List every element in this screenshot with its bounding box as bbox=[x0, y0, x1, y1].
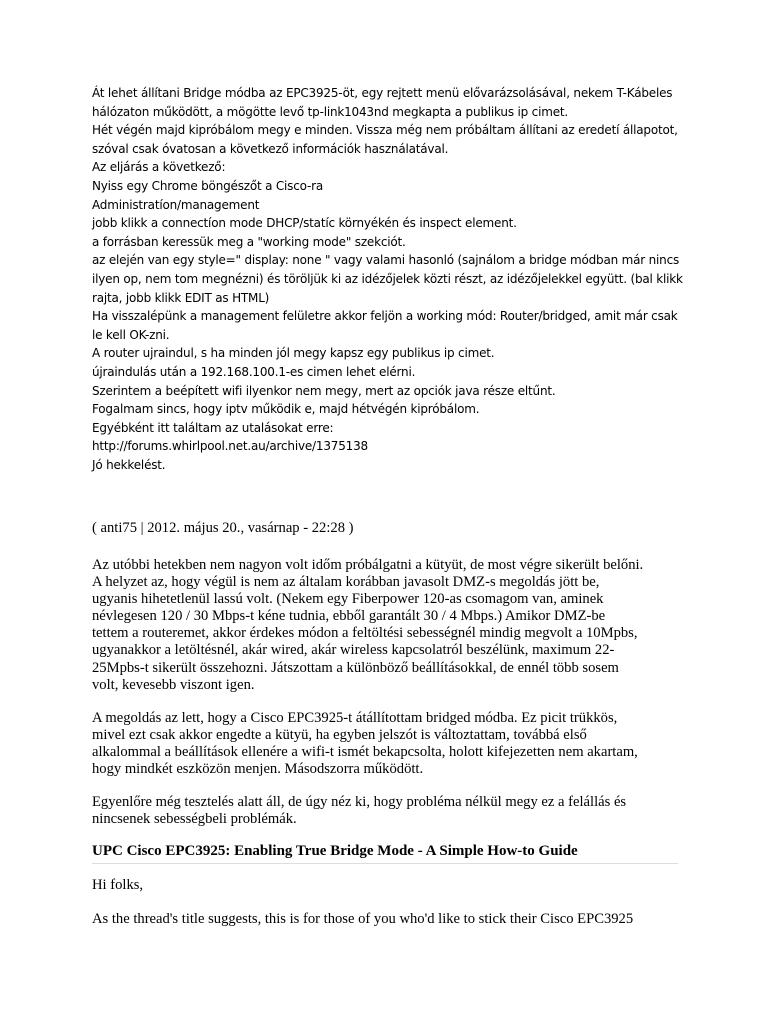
link-text[interactable]: http://forums.whirlpool.net.au/archive/1375138 bbox=[92, 439, 368, 454]
comment-paragraph-1 bbox=[92, 557, 692, 694]
comment-meta bbox=[92, 520, 692, 537]
text-line: Át lehet állítani Bridge módba az EPC3925-öt, egy rejtett menü elővarázsolásával, nekem T-Kábeles bbox=[92, 86, 673, 100]
text-line: volt, kevesebb viszont igen. bbox=[92, 676, 255, 693]
text-line: Egyébként itt találtam az utalásokat erre: bbox=[92, 420, 334, 435]
text-line: a forrásban keressük meg a "working mode" szekciót. bbox=[92, 234, 406, 249]
text-line: hogy mindkét eszközön menjen. Másodszorra működött. bbox=[92, 761, 424, 778]
text-line: névlegesen 120 / 30 Mbps-t kéne tudnia, ebből garantált 30 / 4 Mbps.) Amikor DMZ-be bbox=[92, 608, 606, 625]
comment-author-date: ( anti75 | 2012. május 20., vasárnap - 22:28 ) bbox=[92, 520, 354, 536]
text-line: A helyzet az, hogy végül is nem az általam korábban javasolt DMZ-s megoldás jött be, bbox=[92, 574, 600, 591]
text-line: Fogalmam sincs, hogy iptv működik e, majd hétvégén kipróbálom. bbox=[92, 402, 480, 417]
forum-post-text bbox=[92, 84, 692, 474]
text-line: mivel ezt csak akkor engedte a kütyü, ha egyben jelszót is változtattam, továbbá első bbox=[92, 727, 587, 744]
text-line: jobb klikk a connectíon mode DHCP/statíc környékén és inspect element. bbox=[92, 216, 517, 231]
text-line: szóval csak óvatosan a következő információk használatával. bbox=[92, 141, 449, 156]
guide-greeting bbox=[92, 877, 692, 894]
text-line: ilyen op, nem tom megnézni) és töröljük ki az idézőjelek közti részt, az idézőjelekkel együtt. (bal klikk bbox=[92, 271, 683, 286]
text-line: Jó hekkelést. bbox=[92, 457, 166, 472]
text-line: As the thread's title suggests, this is for those of you who'd like to stick their Cisco EPC3925 bbox=[92, 911, 634, 927]
text-line: rajta, jobb klikk EDIT as HTML) bbox=[92, 290, 270, 305]
comment-paragraph-2 bbox=[92, 710, 692, 778]
text-line: Administratíon/management bbox=[92, 197, 260, 212]
text-line: ugyanis hihetetlenül lassú volt. (Nekem egy Fiberpower 120-as csomagom van, aminek bbox=[92, 591, 604, 608]
text-line: hálózaton működött, a mögötte levő tp-link1043nd megkapta a publikus ip cimet. bbox=[92, 104, 568, 119]
text-line: tettem a routeremet, akkor érdekes módon a feltöltési sebességnél mindig megvolt a 10Mpbs, bbox=[92, 625, 638, 642]
text-line: újraindulás után a 192.168.100.1-es cimen lehet elérni. bbox=[92, 364, 416, 379]
text-line: Ha visszalépünk a management felületre akkor feljön a working mód: Router/bridged, amit már csak bbox=[92, 309, 678, 324]
text-line: Az eljárás a következő: bbox=[92, 160, 226, 175]
text-line: ugyanakkor a letöltésnél, akár wired, akár wireless kapcsolatról beszélünk, maximum 22- bbox=[92, 642, 615, 659]
guide-title: UPC Cisco EPC3925: Enabling True Bridge Mode - A Simple How-to Guide bbox=[92, 842, 678, 864]
text-line: Nyiss egy Chrome böngészőt a Cisco-ra bbox=[92, 178, 324, 193]
text-line: Az utóbbi hetekben nem nagyon volt időm próbálgatni a kütyüt, de most végre sikerült belőni. bbox=[92, 557, 644, 573]
text-line: 25Mpbs-t sikerült összehozni. Játszottam a különböző beállításokkal, de ennél több sosem bbox=[92, 659, 619, 676]
comment-paragraph-3 bbox=[92, 794, 692, 828]
text-line: Hét végén majd kipróbálom megy e minden. Vissza még nem próbáltam állítani az eredetí állapotot, bbox=[92, 123, 678, 138]
text-line: az elején van egy style=" display: none " vagy valami hasonló (sajnálom a bridge módban már nincs bbox=[92, 253, 680, 268]
text-line: Hi folks, bbox=[92, 877, 144, 893]
text-line: A megoldás az lett, hogy a Cisco EPC3925-t átállítottam bridged módba. Ez picit trükkös, bbox=[92, 710, 618, 726]
text-line: le kell OK-zni. bbox=[92, 327, 170, 342]
text-line: nincsenek sebességbeli problémák. bbox=[92, 811, 297, 828]
text-line: A router ujraindul, s ha minden jól megy kapsz egy publikus ip cimet. bbox=[92, 346, 495, 361]
text-line: Szerintem a beépített wifi ilyenkor nem megy, mert az opciók java része eltűnt. bbox=[92, 383, 556, 398]
text-line: alkalommal a beállítások ellenére a wifi-t ismét bekapcsolta, holott kifejezetten nem akartam, bbox=[92, 744, 638, 761]
guide-intro bbox=[92, 911, 692, 928]
text-line: Egyenlőre még tesztelés alatt áll, de úgy néz ki, hogy probléma nélkül megy ez a felállás és bbox=[92, 794, 627, 810]
